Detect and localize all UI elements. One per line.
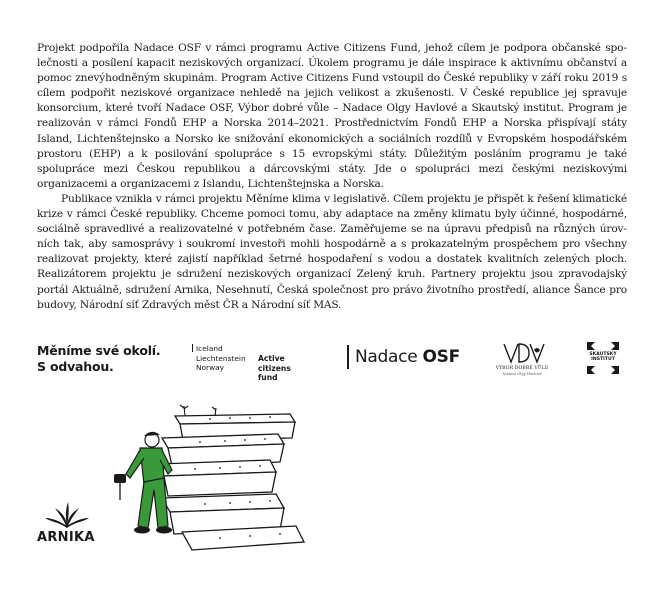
vdv-subtitle: Nadace Olgy Havlové bbox=[502, 372, 542, 376]
partner-logos bbox=[37, 340, 627, 383]
vdv-name: VÝBOR DOBRÉ VŮLE bbox=[495, 366, 549, 371]
eea-country-iceland: Iceland bbox=[196, 344, 223, 353]
skautsky-line-1: SKAUTSKÝ bbox=[589, 352, 617, 357]
slogan-line-2: S odvahou. bbox=[37, 359, 114, 374]
eea-grants-logo bbox=[192, 344, 312, 383]
vdv-mark-icon bbox=[492, 340, 552, 366]
planter-boxes bbox=[158, 414, 304, 550]
eea-country-norway: Norway bbox=[196, 363, 225, 373]
active-citizens-fund-label: Active citizens fund bbox=[258, 354, 291, 383]
skautsky-line-2: INSTITUT bbox=[591, 357, 615, 363]
paragraph-2: Publikace vznikla v rámci projektu Měníme klima v legislativě. Cílem projektu je přispět k řešení klimatické krize v rámci České republiky. Chceme pomoci tomu, aby adaptace na změny klimatu byly účinné, hospodárné, sociálně spravedlivé a realizovatelné v potřebném čase. Zaměřujeme se na úpravu předpisů na různých úrovních tak, aby samosprávy i soukromí investoři mohli hospodárně a s prokazatelným prospěchem pro všechny realizovat projekty, které zajistí například šetrné hospodaření s vodou a dostatek kvalitních zelených ploch. Realizátorem projektu je sdružení neziskových organizací Zelený kruh. Partnery projektu jsou zpravodajský portál Aktuálně, sdružení Arnika, Nesehnutí, Česká společnost pro právo životního prostředí, aliance Šance pro budovy, Národní síť Zdravých měst ČR a Národní síť MAS. bbox=[37, 192, 627, 311]
gardener-illustration bbox=[100, 404, 305, 554]
body-text bbox=[37, 41, 627, 313]
slogan-line-1: Měníme své okolí. bbox=[37, 343, 161, 358]
slogan bbox=[37, 343, 160, 375]
osf-suffix: OSF bbox=[422, 347, 460, 367]
eea-country-liechtenstein: Liechtenstein bbox=[196, 353, 246, 363]
arnika-logo bbox=[37, 500, 97, 550]
paragraph-1: Projekt podpořila Nadace OSF v rámci programu Active Citizens Fund, jehož cílem je podpora občanské společnosti a posílení kapacit neziskových organizací. Úkolem programu je dále inspirace k aktivnímu občanství a pomoc znevýhodněným skupinám. Program Active Citizens Fund vstoupil do České republiky v září roku 2019 s cílem podpořit neziskové organizace nehledě na jejich velikost a zkušenosti. V České republice jej spravuje konsorcium, které tvoří Nadace OSF, Výbor dobré vůle – Nadace Olgy Havlové a Skautský institut. Program je realizován v rámci Fondů EHP a Norska 2014–2021. Prostřednictvím Fondů EHP a Norska přispívají státy Island, Lichtenštejnsko a Norsko ke snižování ekonomických a sociálních rozdílů v Evropském hospodářském prostoru (EHP) a k posilování spolupráce s 15 evropskými státy. Důležitým posláním programu je také spolupráce mezi Českou republikou a dárcovskými státy. Jde o spolupráci mezi českými neziskovými organizacemi a organizacemi z Islandu, Lichtenštejnska a Norska. bbox=[37, 42, 627, 190]
nadace-osf-logo bbox=[347, 344, 460, 370]
osf-prefix: Nadace bbox=[355, 347, 418, 367]
vybor-dobre-vule-logo bbox=[492, 340, 552, 380]
arnika-wordmark: ARNIKA bbox=[37, 530, 95, 545]
arnika-flower-icon bbox=[37, 500, 97, 530]
skautsky-institut-logo bbox=[585, 340, 621, 376]
gardener-figure bbox=[114, 432, 172, 534]
